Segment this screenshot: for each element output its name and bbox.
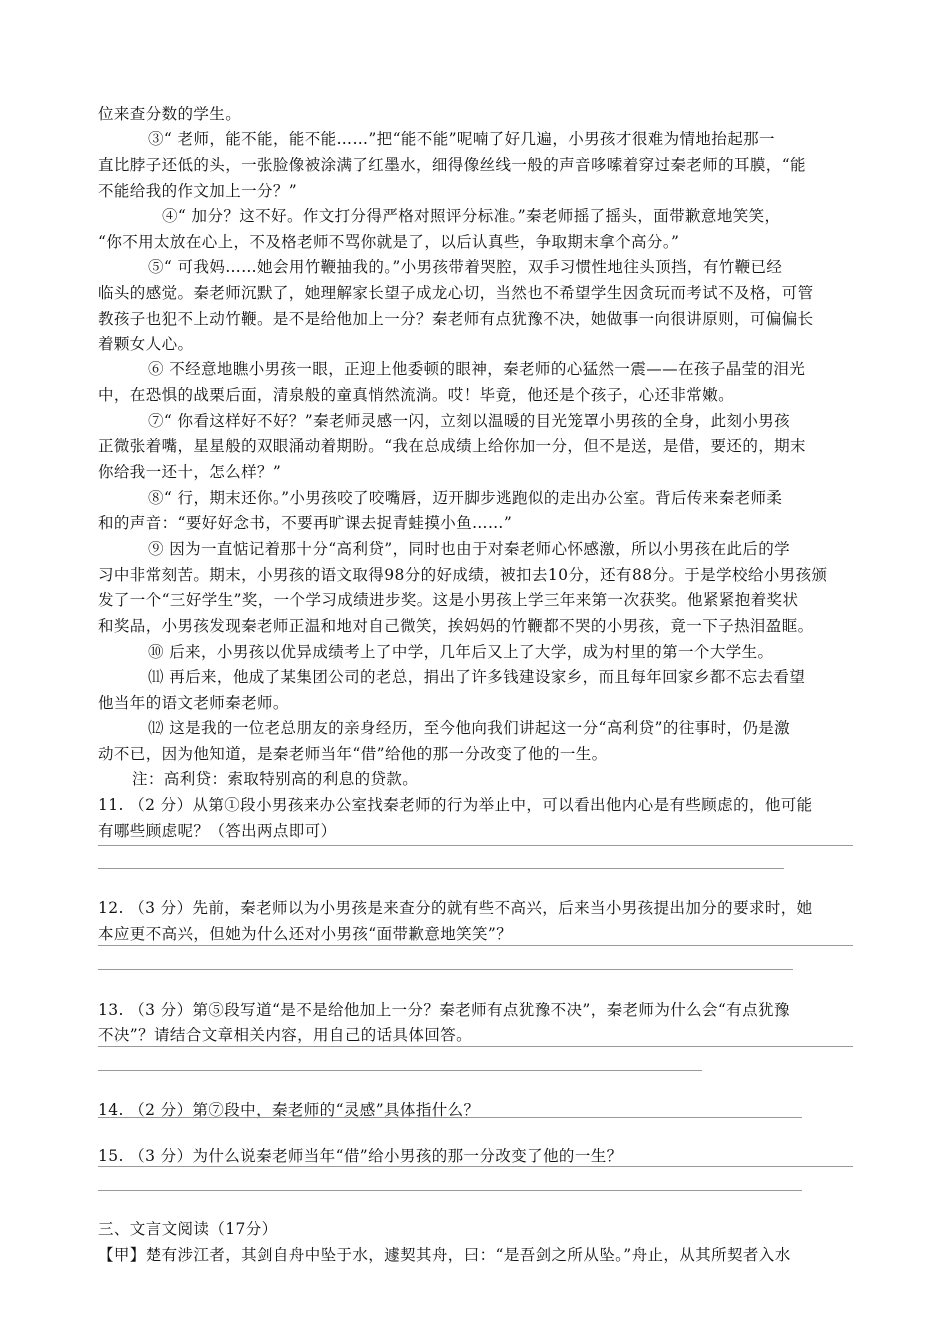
paragraph-3: ③“ 老师，能不能，能不能……”把“能不能”呢喃了好几遍，小男孩才很难为情地抬起那一 [148, 130, 775, 148]
paragraph-8: ⑧“ 行，期末还你。”小男孩咬了咬嘴唇，迈开脚步逃跑似的走出办公室。背后传来秦老师柔 [148, 489, 783, 507]
passage-line: 和奖品，小男孩发现秦老师正温和地对自己微笑，挨妈妈的竹鞭都不哭的小男孩，竟一下子热泪盈眶。 [98, 617, 814, 635]
passage-line: 教孩子也犯不上动竹鞭。是不是给他加上一分？秦老师有点犹豫不决，她做事一向很讲原则，可偏偏长 [98, 310, 814, 328]
answer-line[interactable] [98, 1070, 702, 1071]
classical-text-jia: 【甲】楚有涉江者，其剑自舟中坠于水，遽契其舟，曰：“是吾剑之所从坠。”舟止，从其所契者入水 [98, 1246, 791, 1264]
answer-line[interactable] [98, 1117, 802, 1118]
passage-line: 中，在恐惧的战栗后面，清泉般的童真悄然流淌。哎！毕竟，他还是个孩子，心还非常嫩。 [98, 386, 735, 404]
paragraph-11: ⑾ 再后来，他成了某集团公司的老总，捐出了许多钱建设家乡，而且每年回家乡都不忘去看望 [148, 668, 806, 686]
passage-line: 他当年的语文老师秦老师。 [98, 694, 289, 712]
paragraph-7: ⑦“ 你看这样好不好？”秦老师灵感一闪，立刻以温暖的目光笼罩小男孩的全身，此刻小男孩 [148, 412, 791, 430]
section-heading: 三、文言文阅读（17分） [98, 1220, 278, 1238]
question-11: 11. （2 分）从第①段小男孩来办公室找秦老师的行为举止中，可以看出他内心是有些顾虑的，他可能 [98, 796, 813, 814]
answer-line[interactable] [98, 845, 853, 846]
paragraph-5: ⑤“ 可我妈……她会用竹鞭抽我的。”小男孩带着哭腔，双手习惯性地往头顶挡，有竹鞭已经 [148, 258, 783, 276]
passage-line: 不能给我的作文加上一分？” [98, 182, 298, 200]
footnote: 注：高利贷：索取特别高的利息的贷款。 [132, 770, 419, 788]
passage-line: 你给我一还十，怎么样？” [98, 463, 282, 481]
passage-line: 临头的感觉。秦老师沉默了，她理解家长望子成龙心切，当然也不希望学生因贪玩而考试不及格，可管 [98, 284, 814, 302]
paragraph-12: ⑿ 这是我的一位老总朋友的亲身经历，至今他向我们讲起这一分“高利贷”的往事时，仍是激 [148, 719, 791, 737]
passage-line: 动不已，因为他知道，是秦老师当年“借”给他的那一分改变了他的一生。 [98, 745, 608, 763]
answer-line[interactable] [98, 945, 853, 946]
answer-line[interactable] [98, 969, 793, 970]
question-11-cont: 有哪些顾虑呢？（答出两点即可） [98, 822, 337, 840]
paragraph-4: ④“ 加分？这不好。作文打分得严格对照评分标准。”秦老师摇了摇头，面带歉意地笑笑， [162, 207, 781, 225]
answer-line[interactable] [98, 1190, 802, 1191]
question-13-cont: 不决”？请结合文章相关内容，用自己的话具体回答。 [98, 1026, 473, 1044]
paragraph-10: ⑩ 后来，小男孩以优异成绩考上了中学，几年后又上了大学，成为村里的第一个大学生。 [148, 643, 774, 661]
question-12: 12. （3 分）先前，秦老师以为小男孩是来查分的就有些不高兴，后来当小男孩提出加分的要求时，她 [98, 899, 813, 917]
answer-line[interactable] [98, 1166, 853, 1167]
passage-line: 着颗女人心。 [98, 335, 194, 353]
passage-line: “你不用太放在心上，不及格老师不骂你就是了，以后认真些，争取期末拿个高分。” [98, 233, 680, 251]
passage-line: 直比脖子还低的头，一张脸像被涂满了红墨水，细得像丝线一般的声音哆嗦着穿过秦老师的耳膜，“能 [98, 156, 806, 174]
paragraph-9: ⑨ 因为一直惦记着那十分“高利贷”，同时也由于对秦老师心怀感激，所以小男孩在此后的学 [148, 540, 791, 558]
question-15: 15. （3 分）为什么说秦老师当年“借”给小男孩的那一分改变了他的一生？ [98, 1147, 623, 1165]
passage-line: 和的声音：“要好好念书，不要再旷课去捉青蛙摸小鱼……” [98, 514, 513, 532]
passage-line: 习中非常刻苦。期末，小男孩的语文取得98分的好成绩，被扣去10分，还有88分。于是学校给小男孩颁 [98, 566, 828, 584]
question-14: 14. （2 分）第⑦段中，秦老师的“灵感”具体指什么？ [98, 1101, 480, 1119]
answer-line[interactable] [98, 1046, 853, 1047]
passage-line: 正微张着嘴，星星般的双眼涌动着期盼。“我在总成绩上给你加一分，但不是送，是借，要还的，期末 [98, 437, 806, 455]
question-13: 13. （3 分）第⑤段写道“是不是给他加上一分？秦老师有点犹豫不决”，秦老师为什么会“有点犹豫 [98, 1001, 790, 1019]
passage-line: 发了一个“三好学生”奖，一个学习成绩进步奖。这是小男孩上学三年来第一次获奖。他紧紧抱着奖状 [98, 591, 799, 609]
passage-line: 位来查分数的学生。 [98, 105, 242, 123]
answer-line[interactable] [98, 868, 784, 869]
question-12-cont: 本应更不高兴，但她为什么还对小男孩“面带歉意地笑笑”？ [98, 925, 513, 943]
paragraph-6: ⑥ 不经意地瞧小男孩一眼，正迎上他委顿的眼神，秦老师的心猛然一震——在孩子晶莹的泪光 [148, 360, 806, 378]
